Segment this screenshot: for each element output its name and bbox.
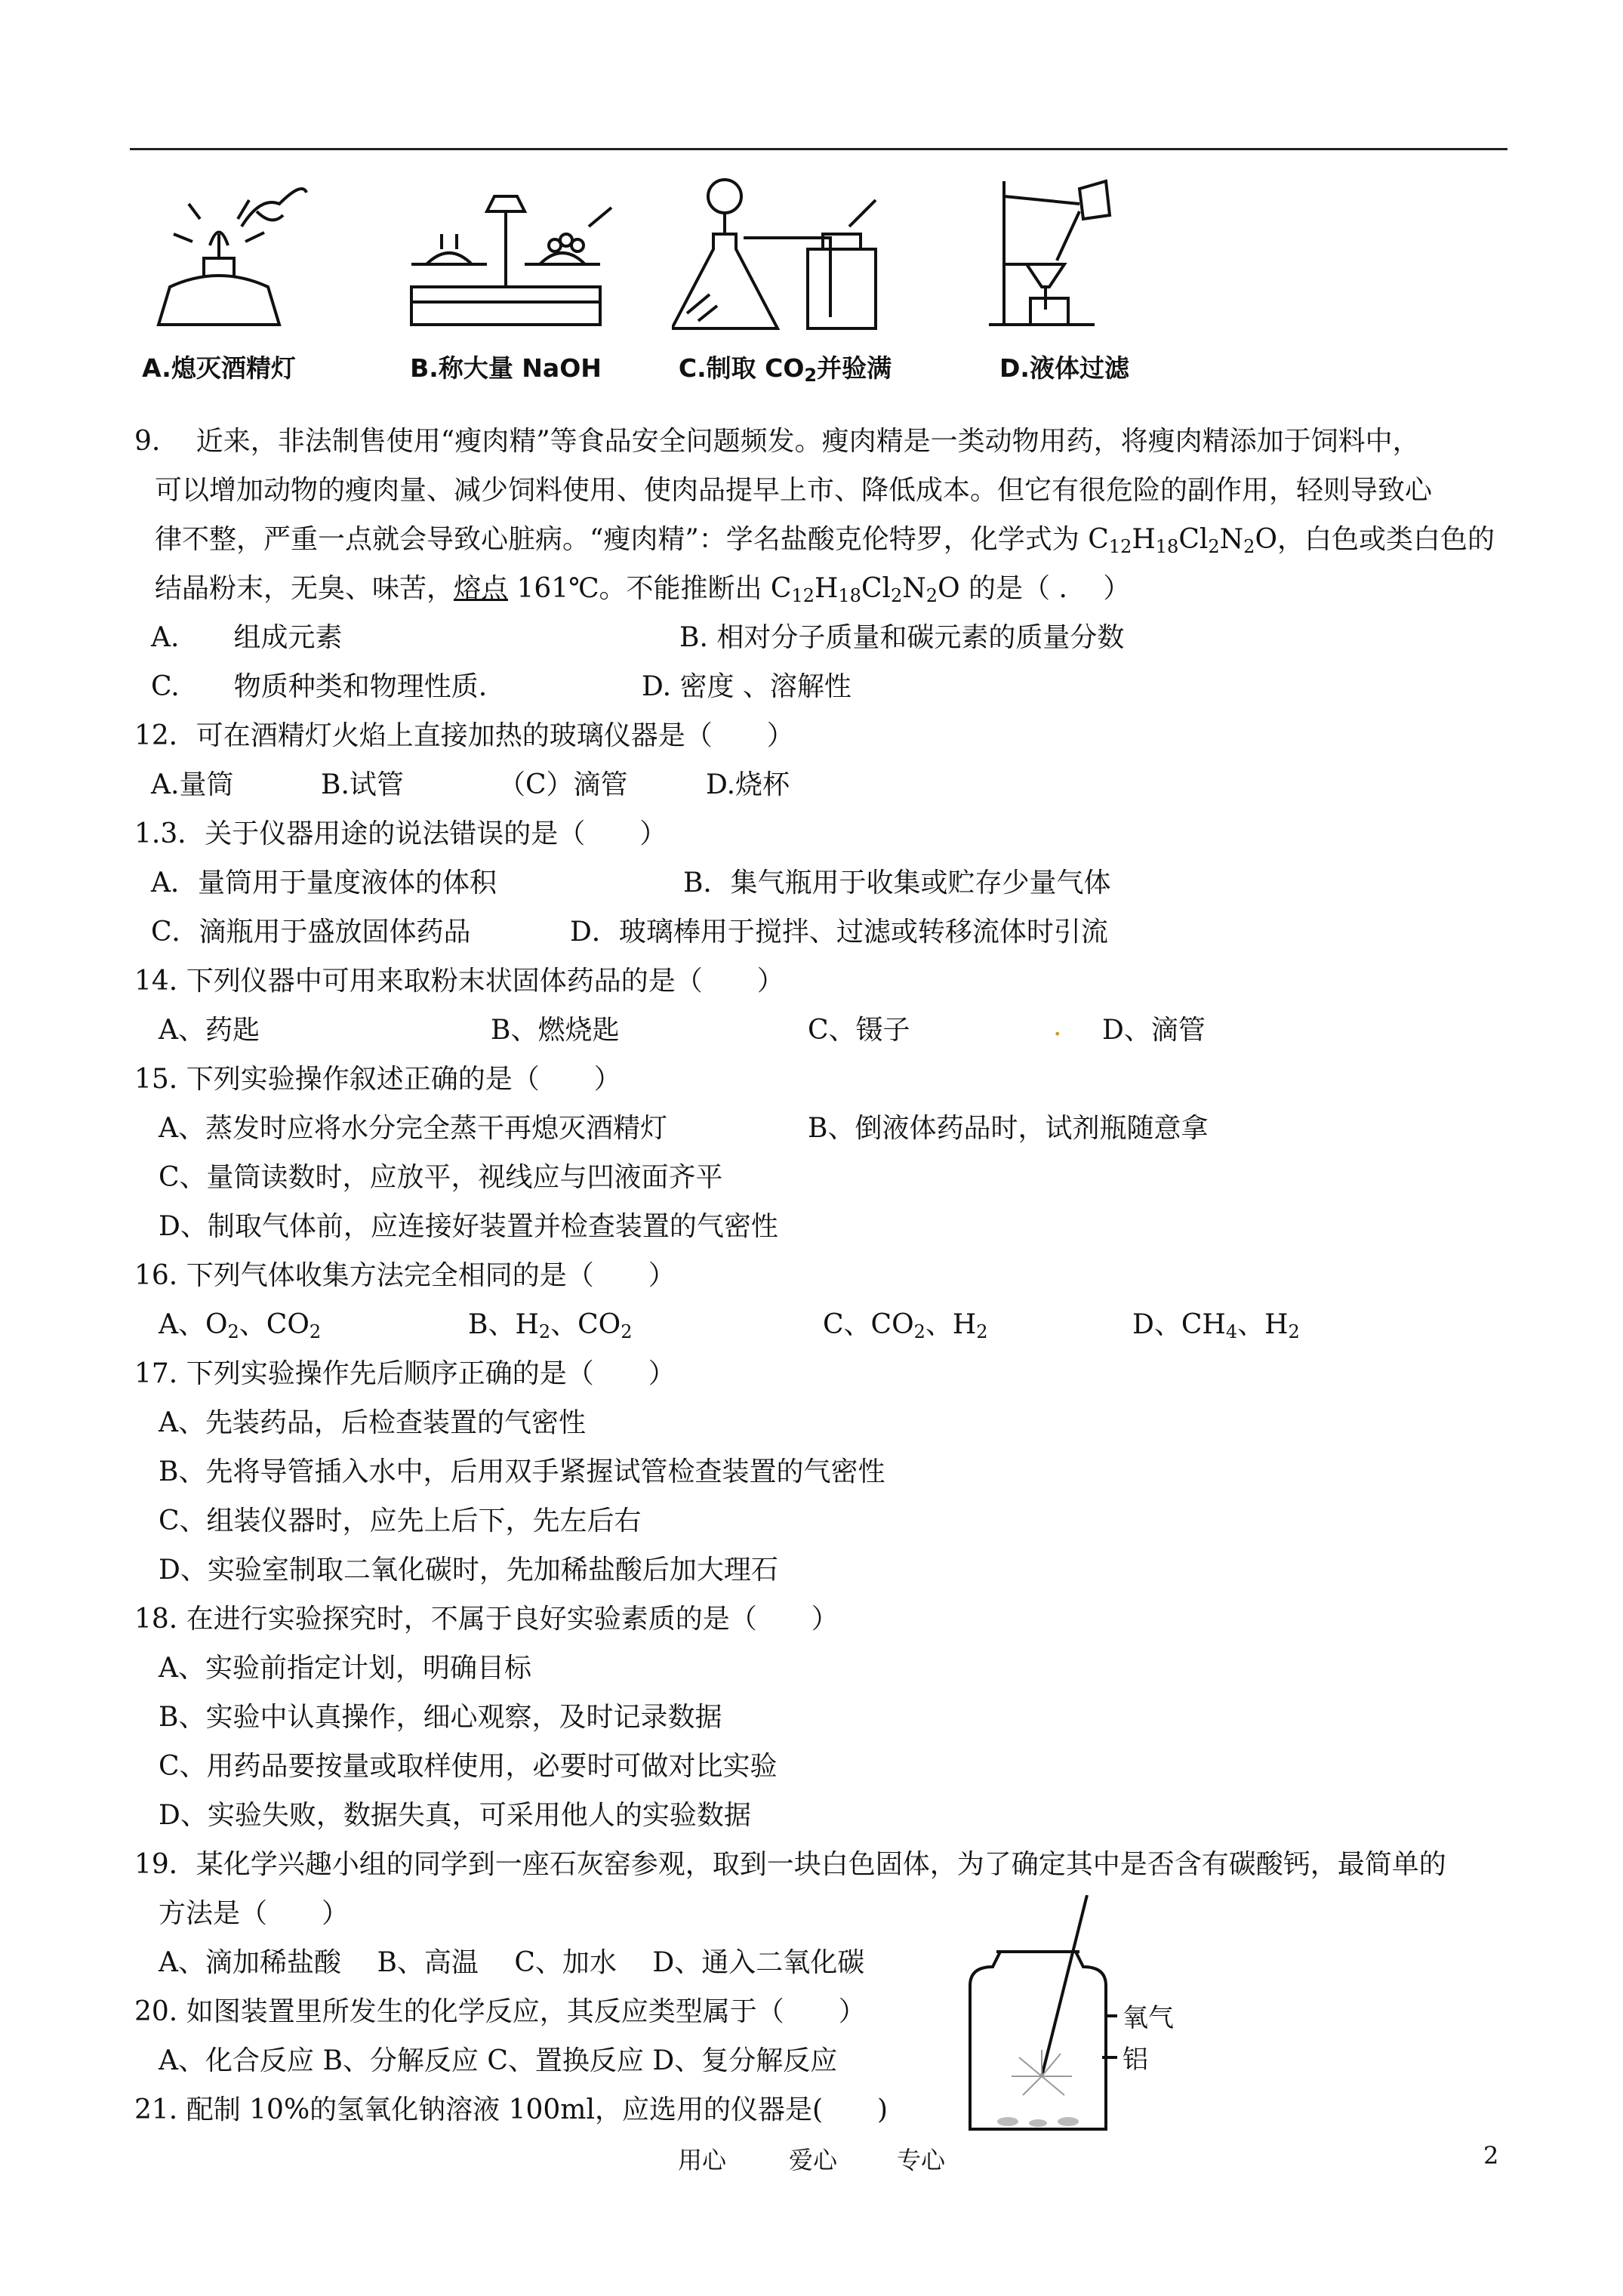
q19-options: A、滴加稀盐酸 B、高温 C、加水 D、通入二氧化碳 [159,1947,865,1978]
figure-d [974,174,1155,400]
q21-stem: 21. 配制 10%的氢氧化钠溶液 100ml，应选用的仪器是( ) [134,2094,888,2125]
q14-option-c: C、镊子 [808,1015,910,1046]
q19-stem: 19．某化学兴趣小组的同学到一座石灰窑参观，取到一块白色固体，为了确定其中是否含有碳酸钙，最简单的 [134,1849,1446,1880]
alcohol-lamp-icon [128,174,310,344]
q14-stem: 14. 下列仪器中可用来取粉末状固体药品的是（ ） [134,966,784,997]
q12-option-b: B.试管 [321,769,404,800]
q17-option-b: B、先将导管插入水中，后用双手紧握试管检查装置的气密性 [159,1456,885,1487]
filter-stand-icon [974,174,1155,344]
q16-option-b: B、$H_2$、$CO_2$ [468,1309,633,1342]
q12-option-c: （C）滴管 [498,769,628,800]
q15-option-a: A、蒸发时应将水分完全蒸干再熄灭酒精灯 [159,1113,667,1144]
q13-option-a: A．量筒用于量度液体的体积 [151,868,497,898]
figure-a [128,174,310,400]
balance-icon [396,174,615,344]
q14-option-a: A、药匙 [159,1015,260,1046]
q13-option-d: D．玻璃棒用于搅拌、过滤或转移流体时引流 [570,917,1108,948]
q14-stray-dot: . [1053,1011,1062,1042]
q16-option-c: C、$CO_2$、$H_2$ [823,1309,988,1342]
q13-stem: 1.3．关于仪器用途的说法错误的是（ ） [134,818,667,849]
q13-option-c: C．滴瓶用于盛放固体药品 [151,917,471,948]
q9-option-b: B. 相对分子质量和碳元素的质量分数 [679,622,1125,653]
q14-option-d: D、滴管 [1102,1015,1206,1046]
q13-option-b: B．集气瓶用于收集或贮存少量气体 [683,868,1111,898]
gas-jar-icon [947,1895,1249,2144]
q18-option-a: A、实验前指定计划，明确目标 [159,1653,531,1684]
q15-option-c: C、量筒读数时，应放平，视线应与凹液面齐平 [159,1162,723,1193]
label-aluminum: 铝 [1123,2045,1148,2075]
footer-text-1: 用心 [678,2146,727,2174]
header-rule [130,148,1508,150]
q17-option-a: A、先装药品，后检查装置的气密性 [159,1407,586,1438]
q18-option-b: B、实验中认真操作，细心观察，及时记录数据 [159,1702,722,1733]
figure-b [396,174,615,400]
footer-text-2: 爱心 [789,2146,838,2174]
q17-option-c: C、组装仪器时，应先上后下，先左后右 [159,1505,642,1536]
page-number: 2 [1483,2141,1499,2170]
q18-option-d: D、实验失败，数据失真，可采用他人的实验数据 [159,1800,751,1831]
q9-line-4: 结晶粉末，无臭、味苦，熔点 161℃。不能推断出 $C_{12}H_{18}Cl_2N_2O$ 的是（ . ） [155,573,1131,606]
q12-stem: 12．可在酒精灯火焰上直接加热的玻璃仪器是（ ） [134,720,794,751]
q12-option-d: D.烧杯 [706,769,790,800]
q16-option-d: D、$CH_4$、$H_2$ [1132,1309,1300,1342]
q15-stem: 15. 下列实验操作叙述正确的是（ ） [134,1064,621,1095]
q17-stem: 17. 下列实验操作先后顺序正确的是（ ） [134,1358,676,1389]
figure-d-caption: D.液体过滤 [999,353,1129,383]
footer-text-3: 专心 [897,2146,946,2174]
q9-option-d: D. 密度 、溶解性 [642,671,852,702]
q20-options: A、化合反应 B、分解反应 C、置换反应 D、复分解反应 [159,2045,838,2076]
q9-option-c: C. 物质种类和物理性质. [151,671,488,702]
q20-stem: 20. 如图装置里所发生的化学反应，其反应类型属于（ ） [134,1996,866,2027]
q19-stem-2: 方法是（ ） [159,1898,350,1929]
q9-line-1: 9. 近来，非法制售使用“瘦肉精”等食品安全问题频发。瘦肉精是一类动物用药，将瘦肉精添加于饲料中， [134,426,1420,457]
q9-line-2: 可以增加动物的瘦肉量、减少饲料使用、使肉品提早上市、降低成本。但它有很危险的副作用，轻则导致心 [155,475,1433,506]
q20-figure [947,1895,1249,2144]
figure-c [672,174,898,400]
q18-stem: 18. 在进行实验探究时，不属于良好实验素质的是（ ） [134,1604,839,1635]
q9-option-a: A. 组成元素 [151,622,343,653]
q14-option-b: B、燃烧匙 [491,1015,620,1046]
q16-option-a: A、$O_2$、$CO_2$ [159,1309,322,1342]
q17-option-d: D、实验室制取二氧化碳时，先加稀盐酸后加大理石 [159,1555,778,1586]
q18-option-c: C、用药品要按量或取样使用，必要时可做对比实验 [159,1751,778,1782]
q15-option-d: D、制取气体前，应连接好装置并检查装置的气密性 [159,1211,778,1242]
figure-c-caption: C.制取 $CO_2$并验满 [678,353,892,386]
q16-stem: 16. 下列气体收集方法完全相同的是（ ） [134,1260,676,1291]
q12-option-a: A.量筒 [151,769,234,800]
gas-apparatus-icon [672,174,898,344]
apparatus-figures [128,174,1185,400]
label-oxygen: 氧气 [1123,2003,1174,2033]
q9-line-3: 律不整，严重一点就会导致心脏病。“瘦肉精”：学名盐酸克伦特罗，化学式为 $C_{12}H_{18}Cl_2N_2O$，白色或类白色的 [155,524,1495,557]
q15-option-b: B、倒液体药品时，试剂瓶随意拿 [808,1113,1209,1144]
figure-a-caption: A.熄灭酒精灯 [142,353,296,383]
figure-b-caption: B.称大量 NaOH [410,353,602,383]
